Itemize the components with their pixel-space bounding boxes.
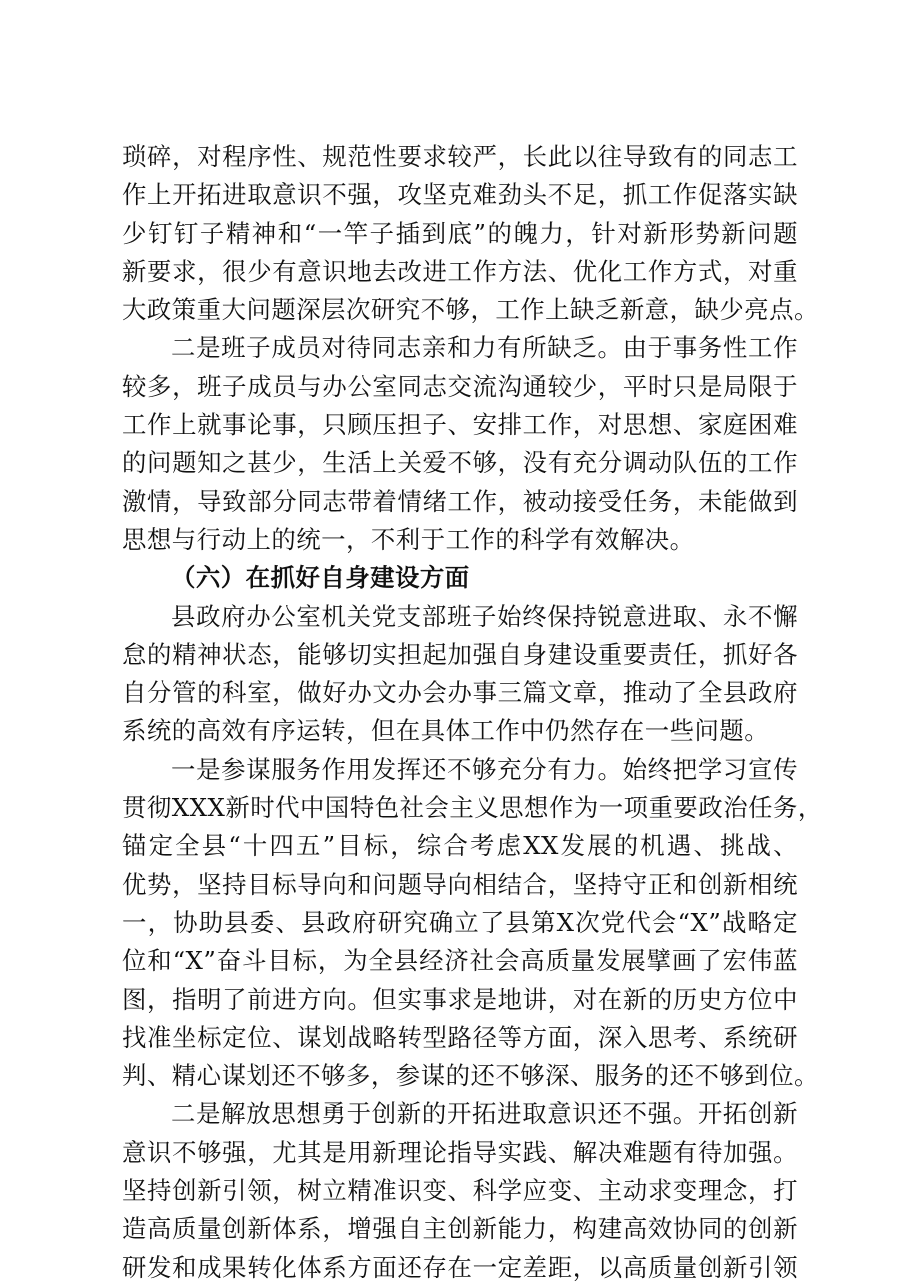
section-heading: （六）在抓好自身建设方面 (171, 563, 470, 593)
text-line: 新要求，很少有意识地去改进工作方法、优化工作方式，对重 (122, 256, 798, 286)
text-line: 造高质量创新体系，增强自主创新能力，构建高效协同的创新 (122, 1214, 798, 1244)
text-line: 找准坐标定位、谋划战略转型路径等方面，深入思考、系统研 (122, 1022, 798, 1052)
text-line: 琐碎，对程序性、规范性要求较严，长此以往导致有的同志工 (122, 142, 798, 171)
text-line: 判、精心谋划还不够多，参谋的还不够深、服务的还不够到位。 (122, 1061, 819, 1091)
text-line: 贯彻XXX新时代中国特色社会主义思想作为一项重要政治任务， (122, 793, 823, 823)
text-line: 怠的精神状态，能够切实担起加强自身建设重要责任，抓好各 (122, 639, 798, 669)
text-line: 锚定全县“十四五”目标，综合考虑XX发展的机遇、挑战、 (122, 831, 798, 861)
text-line: 二是班子成员对待同志亲和力有所缺乏。由于事务性工作 (171, 333, 798, 363)
text-line: 作上开拓进取意识不强，攻坚克难劲头不足，抓工作促落实缺 (122, 180, 798, 210)
text-line: 位和“X”奋斗目标，为全县经济社会高质量发展擘画了宏伟蓝 (122, 946, 798, 976)
text-line: 工作上就事论事，只顾压担子、安排工作，对思想、家庭困难 (122, 410, 798, 440)
text-line: 图，指明了前进方向。但实事求是地讲，对在新的历史方位中 (122, 984, 798, 1014)
text-line: 少钉钉子精神和“一竿子插到底”的魄力，针对新形势新问题 (122, 218, 798, 248)
text-line: 优势，坚持目标导向和问题导向相结合，坚持守正和创新相统 (122, 869, 798, 899)
text-line: 一是参谋服务作用发挥还不够充分有力。始终把学习宣传 (171, 754, 798, 784)
text-line: 的问题知之甚少，生活上关爱不够，没有充分调动队伍的工作 (122, 448, 798, 478)
text-line: 自分管的科室，做好办文办会办事三篇文章，推动了全县政府 (122, 678, 798, 708)
text-line: 较多，班子成员与办公室同志交流沟通较少，平时只是局限于 (122, 371, 798, 401)
text-line: 思想与行动上的统一，不利于工作的科学有效解决。 (122, 524, 695, 554)
document-body (122, 138, 823, 1287)
text-line: 一，协助县委、县政府研究确立了县第X次党代会“X”战略定 (122, 907, 798, 937)
text-line: 激情，导致部分同志带着情绪工作，被动接受任务，未能做到 (122, 486, 798, 516)
text-line: 大政策重大问题深层次研究不够，工作上缺乏新意，缺少亮点。 (122, 295, 819, 325)
text-line: 坚持创新引领，树立精准识变、科学应变、主动求变理念，打 (122, 1176, 798, 1206)
text-line: 研发和成果转化体系方面还存在一定差距，以高质量创新引领 (122, 1252, 798, 1282)
text-line: 县政府办公室机关党支部班子始终保持锐意进取、永不懈 (171, 601, 798, 631)
text-line: 意识不够强，尤其是用新理论指导实践、解决难题有待加强。 (122, 1137, 798, 1167)
text-line: 二是解放思想勇于创新的开拓进取意识还不强。开拓创新 (171, 1099, 798, 1129)
text-line: 系统的高效有序运转，但在具体工作中仍然存在一些问题。 (122, 716, 770, 746)
